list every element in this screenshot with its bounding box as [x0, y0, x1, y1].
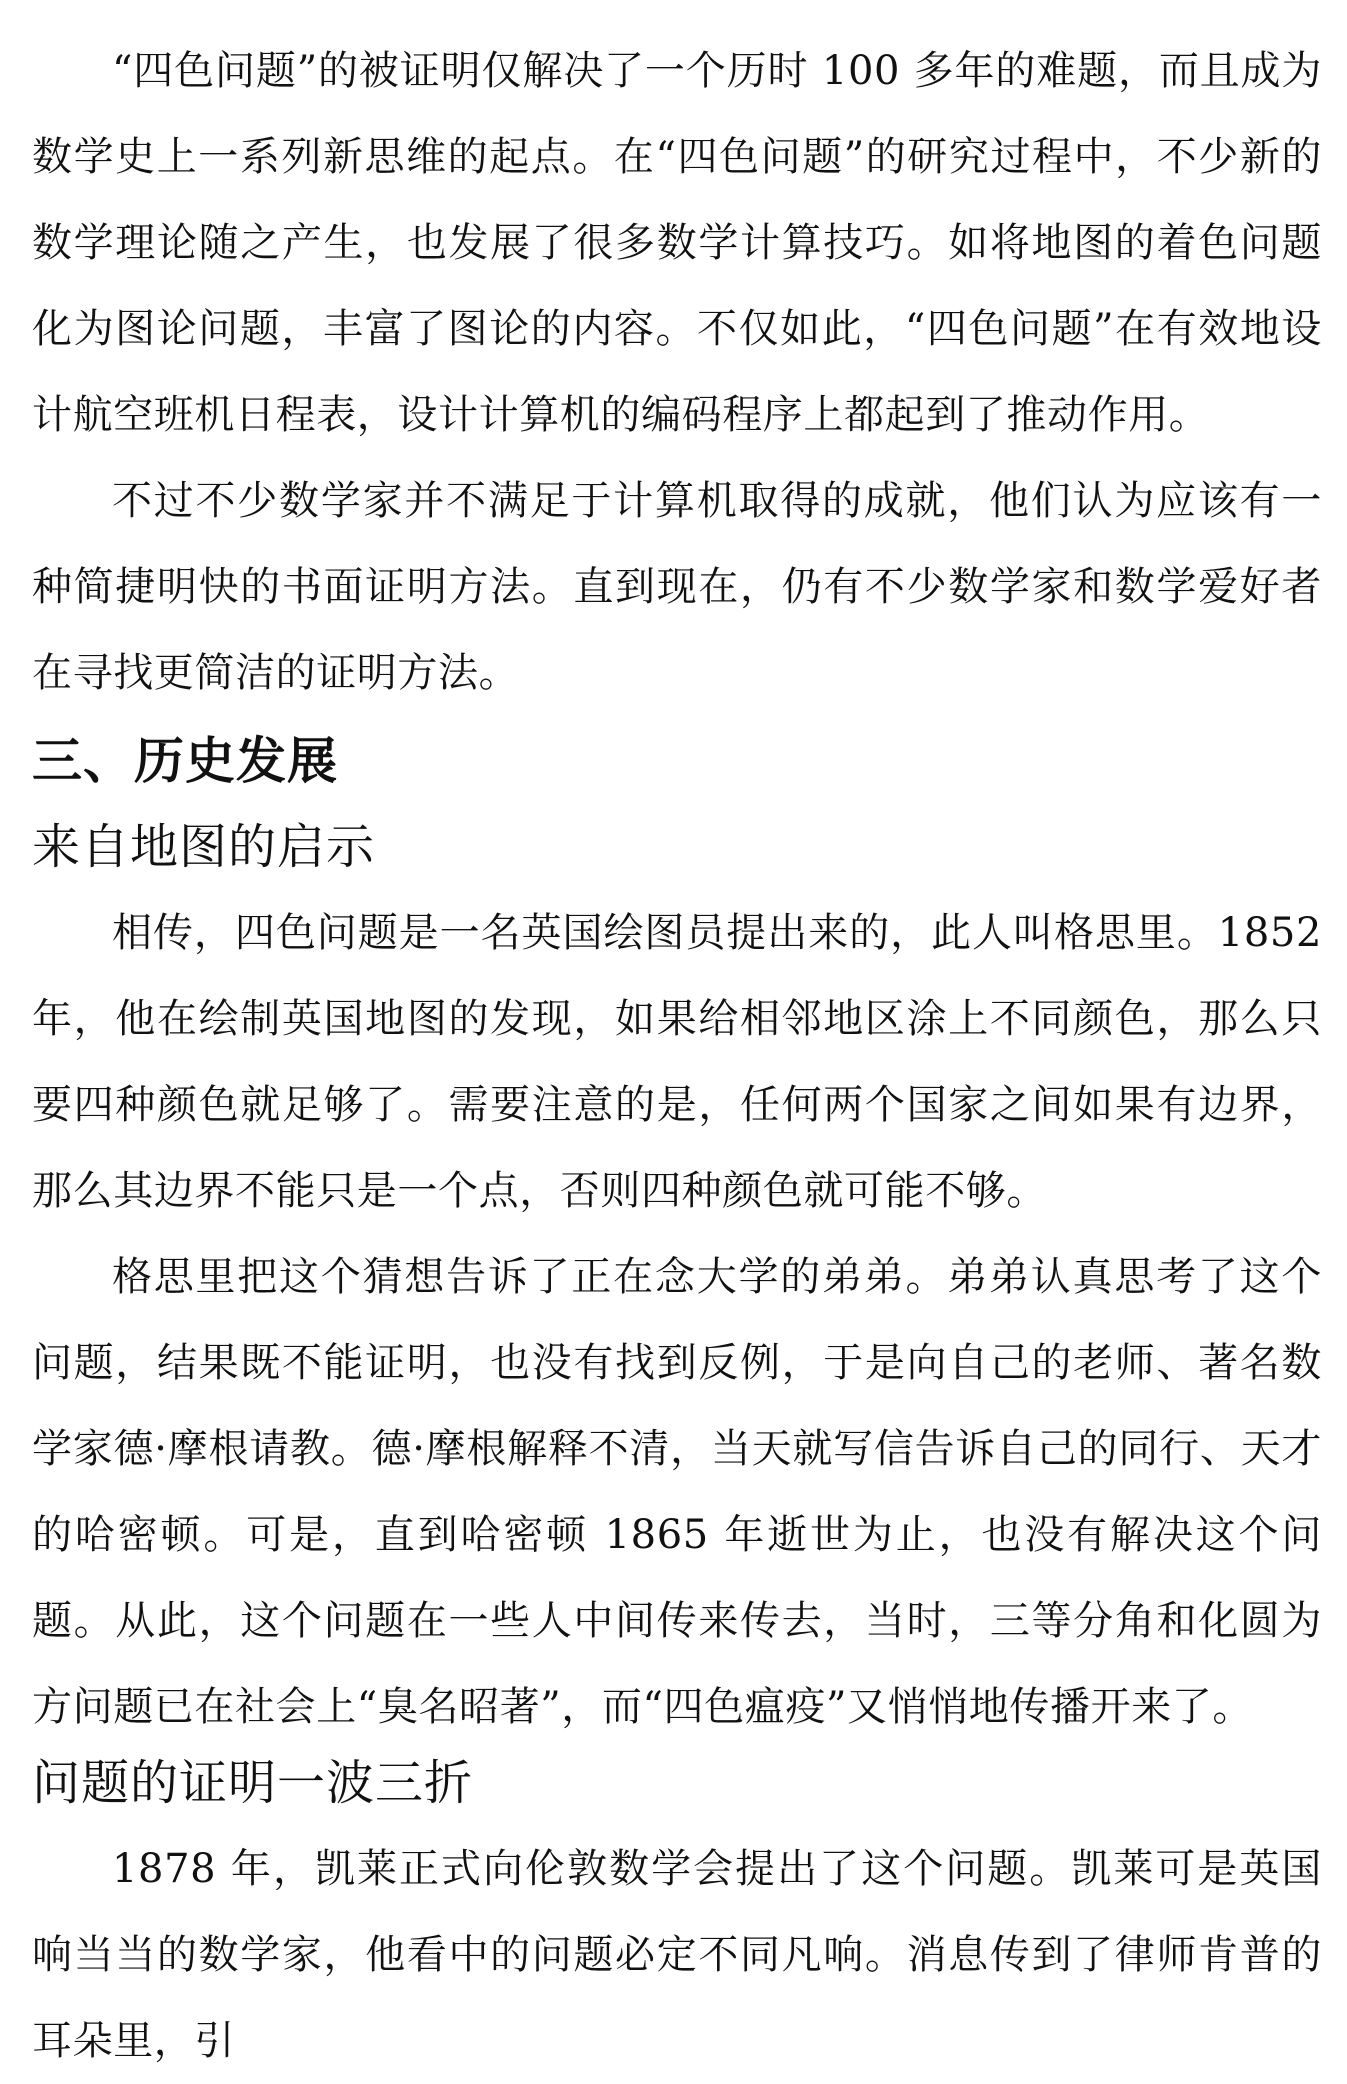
paragraph-cayley-1878: 1878 年，凯莱正式向伦敦数学会提出了这个问题。凯莱可是英国响当当的数学家，他看中的问题必定不同凡响。消息传到了律师肯普的耳朵里，引	[32, 1846, 1322, 2064]
paragraph-guthrie-origin: 相传，四色问题是一名英国绘图员提出来的，此人叫格思里。1852 年，他在绘制英国地图的发现，如果给相邻地区涂上不同颜色，那么只要四种颜色就足够了。需要注意的是，任何两个国家之间如果有边界，那么其边界不能只是一个点，否则四种颜色就可能不够。	[32, 910, 1322, 1214]
paragraph-problem-spread: 格思里把这个猜想告诉了正在念大学的弟弟。弟弟认真思考了这个问题，结果既不能证明，也没有找到反例，于是向自己的老师、著名数学家德·摩根请教。德·摩根解释不清，当天就写信告诉自己的同行、天才的哈密顿。可是，直到哈密顿 1865 年逝世为止，也没有解决这个问题。从此，这个问题在一些人中间传来传去，当时，三等分角和化圆为方问题已在社会上“臭名昭著”，而“四色瘟疫”又悄悄地传播开来了。	[32, 1254, 1322, 1730]
section-heading-history: 三、历史发展	[32, 732, 338, 790]
paragraph-written-proof-search: 不过不少数学家并不满足于计算机取得的成就，他们认为应该有一种简捷明快的书面证明方法。直到现在，仍有不少数学家和数学爱好者在寻找更简洁的证明方法。	[32, 478, 1322, 696]
subheading-map-inspiration: 来自地图的启示	[32, 819, 376, 875]
subheading-proof-twists: 问题的证明一波三折	[32, 1755, 474, 1811]
paragraph-four-color-significance: “四色问题”的被证明仅解决了一个历时 100 多年的难题，而且成为数学史上一系列新思维的起点。在“四色问题”的研究过程中，不少新的数学理论随之产生，也发展了很多数学计算技巧。如将地图的着色问题化为图论问题，丰富了图论的内容。不仅如此，“四色问题”在有效地设计航空班机日程表，设计计算机的编码程序上都起到了推动作用。	[32, 48, 1322, 438]
